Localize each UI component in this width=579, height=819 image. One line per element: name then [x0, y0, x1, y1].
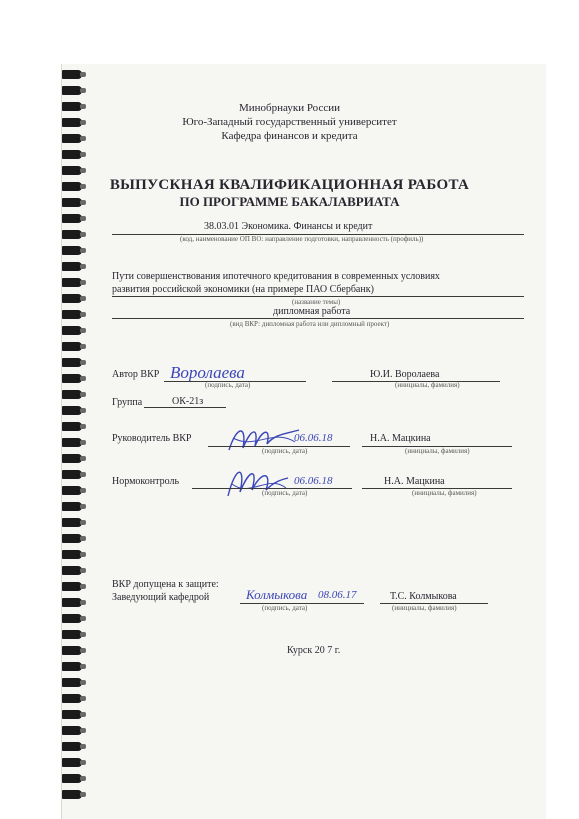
- binding-ring: [62, 342, 82, 351]
- thesis-title: ВЫПУСКНАЯ КВАЛИФИКАЦИОННАЯ РАБОТА: [109, 177, 470, 193]
- binding-ring: [62, 646, 82, 655]
- author-label: Автор ВКР: [112, 369, 160, 380]
- supervisor-date: 06.06.18: [294, 432, 333, 444]
- department-name: Кафедра финансов и кредита: [221, 130, 358, 142]
- head-name: Т.С. Колмыкова: [390, 591, 457, 602]
- supervisor-name-caption: (инициалы, фамилия): [405, 447, 470, 455]
- author-name: Ю.И. Воролаева: [370, 369, 440, 380]
- binding-ring: [62, 326, 82, 335]
- normcontrol-name: Н.А. Мацкина: [384, 476, 445, 487]
- head-signature-caption: (подпись, дата): [262, 604, 308, 612]
- topic-underline: [112, 296, 524, 297]
- binding-ring: [62, 742, 82, 751]
- city-year: Курск 20 7 г.: [287, 645, 341, 656]
- binding-ring: [62, 726, 82, 735]
- binding-ring: [62, 774, 82, 783]
- binding-ring: [62, 422, 82, 431]
- author-name-caption: (инициалы, фамилия): [395, 381, 460, 389]
- specialty-value: 38.03.01 Экономика. Финансы и кредит: [204, 221, 373, 232]
- binding-ring: [62, 86, 82, 95]
- binding-ring: [62, 438, 82, 447]
- binding-ring: [62, 246, 82, 255]
- binding-ring: [62, 70, 82, 79]
- binding-ring: [62, 694, 82, 703]
- binding-ring: [62, 166, 82, 175]
- supervisor-label: Руководитель ВКР: [112, 433, 192, 444]
- group-underline: [144, 407, 226, 408]
- binding-ring: [62, 758, 82, 767]
- binding-ring: [62, 214, 82, 223]
- binding-ring: [62, 790, 82, 799]
- binding-ring: [62, 614, 82, 623]
- head-of-department-label: Заведующий кафедрой: [112, 592, 210, 603]
- university-name: Юго-Западный государственный университет: [182, 116, 397, 128]
- binding-ring: [62, 534, 82, 543]
- head-signature: Колмыкова: [246, 587, 308, 602]
- binding-ring: [62, 358, 82, 367]
- supervisor-name: Н.А. Мацкина: [370, 433, 431, 444]
- binding-ring: [62, 502, 82, 511]
- normcontrol-date: 06.06.18: [294, 475, 333, 487]
- head-name-caption: (инициалы, фамилия): [392, 604, 457, 612]
- admission-date: 08.06.17: [318, 589, 357, 601]
- binding-ring: [62, 294, 82, 303]
- binding-ring: [62, 566, 82, 575]
- binding-ring: [62, 262, 82, 271]
- specialty-caption: (код, наименование ОП ВО: направление подготовки, направленность (профиль)): [180, 235, 424, 243]
- binding-ring: [62, 710, 82, 719]
- supervisor-signature-caption: (подпись, дата): [262, 447, 308, 455]
- binding-ring: [62, 406, 82, 415]
- binding-ring: [62, 598, 82, 607]
- binding-ring: [62, 374, 82, 383]
- binding-ring: [62, 662, 82, 671]
- normcontrol-signature-icon: [222, 460, 292, 504]
- author-signature: Воролаева: [170, 363, 245, 382]
- binding-ring: [62, 278, 82, 287]
- ministry-name: Минобрнауки России: [239, 102, 340, 114]
- binding-ring: [62, 582, 82, 591]
- work-type-underline: [112, 318, 524, 319]
- work-type-caption: (вид ВКР: дипломная работа или дипломный проект): [230, 320, 390, 328]
- binding-ring: [62, 550, 82, 559]
- binding-ring: [62, 454, 82, 463]
- author-signature-caption: (подпись, дата): [205, 381, 251, 389]
- binding-ring: [62, 390, 82, 399]
- binding-ring: [62, 310, 82, 319]
- thesis-subtitle: ПО ПРОГРАММЕ БАКАЛАВРИАТА: [179, 194, 400, 209]
- binding-ring: [62, 150, 82, 159]
- normcontrol-signature-caption: (подпись, дата): [262, 489, 308, 497]
- binding-ring: [62, 486, 82, 495]
- topic-line-2: развития российской экономики (на примере ПАО Сбербанк): [112, 284, 374, 295]
- topic-caption: (название темы): [292, 298, 341, 306]
- binding-ring: [62, 230, 82, 239]
- binding-ring: [62, 630, 82, 639]
- binding-ring: [62, 518, 82, 527]
- normcontrol-name-caption: (инициалы, фамилия): [412, 489, 477, 497]
- normcontrol-label: Нормоконтроль: [112, 476, 180, 487]
- topic-line-1: Пути совершенствования ипотечного кредитования в современных условиях: [112, 271, 440, 282]
- work-type-value: дипломная работа: [273, 306, 351, 317]
- group-label: Группа: [112, 397, 143, 408]
- admission-note: ВКР допущена к защите:: [112, 579, 219, 590]
- binding-ring: [62, 470, 82, 479]
- binding-ring: [62, 678, 82, 687]
- group-value: ОК-21з: [172, 396, 204, 407]
